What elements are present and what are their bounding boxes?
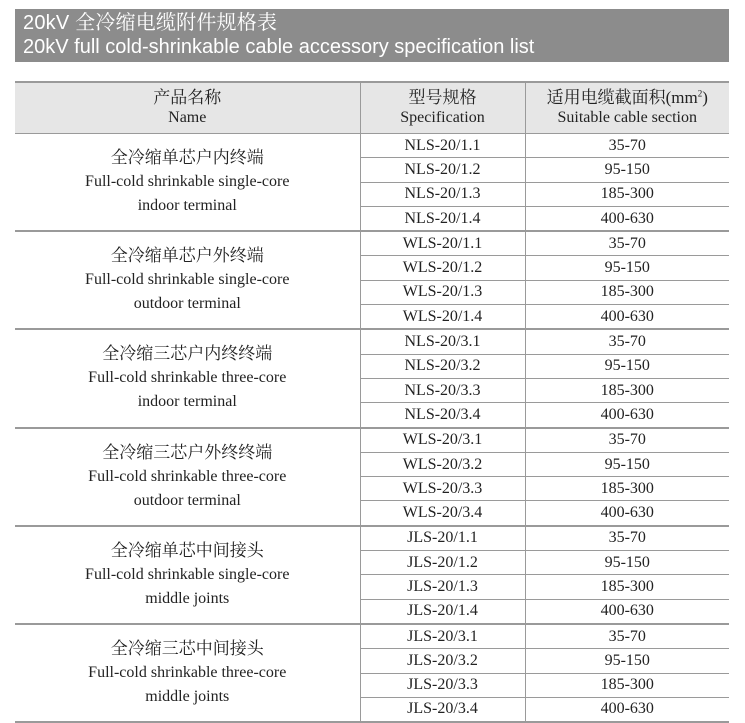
cable-section-cell: 185-300 [525,477,729,501]
cable-section-cell: 185-300 [525,378,729,402]
specification-cell: NLS-20/3.4 [360,403,525,428]
table-row [15,526,729,551]
product-name-en-line1: Full-cold shrinkable three-core [88,467,287,485]
header-cable-section-sup: 2 [697,88,703,99]
product-name-cell [15,526,360,624]
specification-cell: JLS-20/3.4 [360,697,525,722]
cable-section-cell: 35-70 [525,329,729,354]
header-cable-section-en: Suitable cable section [557,109,697,126]
cable-section-cell: 95-150 [525,551,729,575]
product-name-zh: 全冷缩单芯中间接头 [110,540,264,560]
cable-section-cell: 95-150 [525,158,729,182]
table-row [15,428,729,453]
table-header [15,82,729,134]
header-name-en: Name [168,109,207,126]
specification-cell: NLS-20/3.2 [360,354,525,378]
header-cable-section-zh [526,88,730,108]
specification-cell: JLS-20/3.3 [360,673,525,697]
specification-cell: WLS-20/1.2 [360,256,525,280]
spec-table [15,81,729,723]
product-name-en-line2: indoor terminal [137,393,237,411]
header-specification-zh: 型号规格 [408,88,477,107]
table-row [15,329,729,354]
specification-cell: NLS-20/1.1 [360,134,525,158]
title-chinese: 20kV 全冷缩电缆附件规格表 [23,12,278,34]
table-row [15,624,729,649]
product-name-cell [15,329,360,427]
cable-section-cell: 35-70 [525,134,729,158]
specification-cell: WLS-20/1.3 [360,280,525,304]
table-row [15,231,729,256]
cable-section-cell: 400-630 [525,305,729,330]
specification-cell: JLS-20/1.4 [360,599,525,624]
cable-section-cell: 400-630 [525,403,729,428]
specification-cell: JLS-20/3.2 [360,649,525,673]
header-specification-en: Specification [400,109,485,126]
product-name-en-line1: Full-cold shrinkable single-core [85,271,290,289]
product-name-en-line1: Full-cold shrinkable three-core [88,369,287,387]
header-cable-section-zh-text: 适用电缆截面积(mm [546,88,698,107]
header-name [15,82,360,134]
product-name-cell [15,231,360,329]
product-name-en-line1: Full-cold shrinkable single-core [85,565,290,583]
specification-cell: NLS-20/3.3 [360,378,525,402]
cable-section-cell: 185-300 [525,575,729,599]
specification-cell: JLS-20/1.1 [360,526,525,551]
title-english: 20kV full cold-shrinkable cable accessory specification list [23,36,535,58]
header-name-zh: 产品名称 [153,88,222,107]
specification-cell: NLS-20/3.1 [360,329,525,354]
product-name-cell [15,134,360,232]
specification-cell: JLS-20/3.1 [360,624,525,649]
title-banner [15,9,729,62]
cable-section-cell: 35-70 [525,428,729,453]
product-name-en-line1: Full-cold shrinkable single-core [85,173,290,191]
product-name-en-line2: indoor terminal [137,197,237,215]
cable-section-cell: 35-70 [525,526,729,551]
header-row [15,82,729,134]
header-cable-section-zh-close: ) [702,88,708,107]
cable-section-cell: 400-630 [525,599,729,624]
specification-cell: WLS-20/3.1 [360,428,525,453]
specification-cell: NLS-20/1.3 [360,182,525,206]
cable-section-cell: 400-630 [525,206,729,231]
product-name-en-line2: middle joints [145,688,230,706]
cable-section-cell: 400-630 [525,697,729,722]
product-name-zh: 全冷缩三芯户内终终端 [102,344,273,364]
product-name-en-line2: outdoor terminal [133,295,241,313]
specification-cell: NLS-20/1.2 [360,158,525,182]
cable-section-cell: 95-150 [525,354,729,378]
product-name-en-line2: outdoor terminal [133,491,241,509]
product-name-en-line2: middle joints [145,589,230,607]
specification-cell: WLS-20/1.4 [360,305,525,330]
specification-cell: WLS-20/3.2 [360,452,525,476]
cable-section-cell: 95-150 [525,256,729,280]
cable-section-cell: 95-150 [525,649,729,673]
cable-section-cell: 185-300 [525,182,729,206]
specification-cell: NLS-20/1.4 [360,206,525,231]
table-row [15,134,729,158]
specification-cell: JLS-20/1.3 [360,575,525,599]
product-name-zh: 全冷缩单芯户内终端 [110,148,264,168]
specification-cell: JLS-20/1.2 [360,551,525,575]
header-cable-section [525,82,729,134]
cable-section-cell: 400-630 [525,501,729,526]
cable-section-cell: 35-70 [525,231,729,256]
product-name-zh: 全冷缩三芯户外终终端 [102,442,273,462]
specification-cell: WLS-20/1.1 [360,231,525,256]
product-name-cell [15,428,360,526]
specification-cell: WLS-20/3.4 [360,501,525,526]
specification-cell: WLS-20/3.3 [360,477,525,501]
table-body [15,134,729,723]
product-name-zh: 全冷缩单芯户外终端 [110,246,264,266]
cable-section-cell: 185-300 [525,280,729,304]
product-name-cell [15,624,360,722]
product-name-zh: 全冷缩三芯中间接头 [110,639,264,659]
header-specification [360,82,525,134]
product-name-en-line1: Full-cold shrinkable three-core [88,664,287,682]
cable-section-cell: 95-150 [525,452,729,476]
cable-section-cell: 185-300 [525,673,729,697]
cable-section-cell: 35-70 [525,624,729,649]
